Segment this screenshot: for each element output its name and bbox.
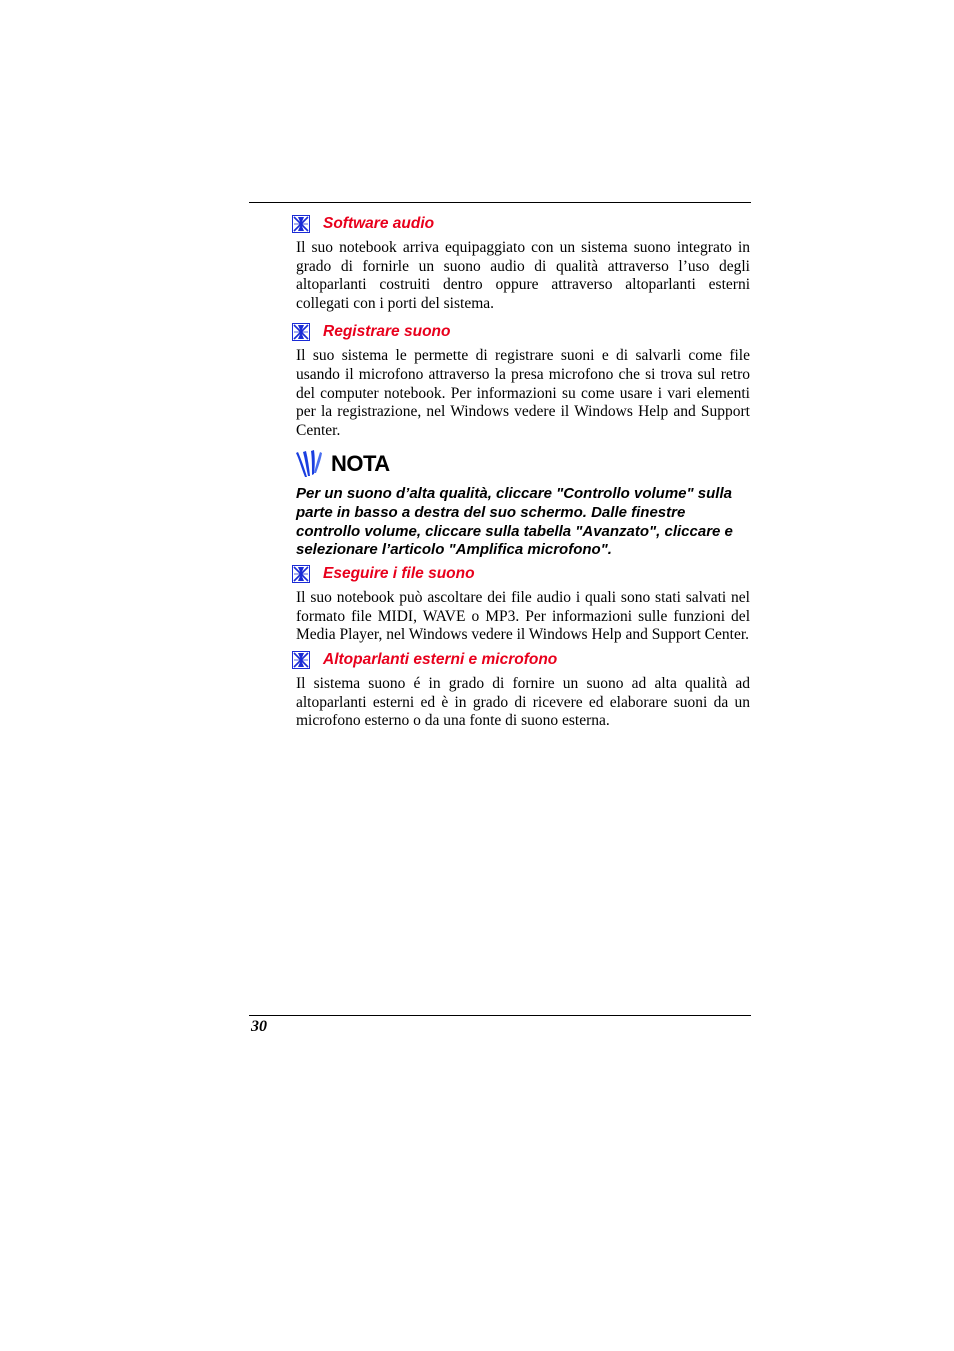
diagonal-cross-bullet-icon [292, 323, 310, 341]
section-heading [292, 320, 750, 344]
section-title: Altoparlanti esterni e microfono [323, 650, 558, 668]
section-body: Il suo sistema le permette di registrare suoni e di salvarli come file usando il microfono attraverso la presa microfono che si trova sul retro del computer notebook. Per informazioni su come usare i vari elementi per la registrazione, nel Windows vedere il Windows Help and Support Center. [296, 347, 750, 439]
section-registrare-suono [292, 320, 750, 440]
note-box [292, 448, 750, 560]
section-body: Il sistema suono é in grado di fornire un suono ad alta qualità ad altoparlanti esterni ed è in grado di ricevere ed elaborare suoni da un microfono esterno o da una fonte di suono esterna. [296, 674, 750, 730]
note-header [292, 448, 750, 480]
section-software-audio [292, 212, 750, 313]
note-feather-icon [293, 449, 323, 479]
section-heading [292, 648, 750, 672]
page-content [292, 212, 750, 731]
diagonal-cross-bullet-icon [292, 565, 310, 583]
section-altoparlanti-esterni [292, 648, 750, 731]
page-number: 30 [251, 1018, 267, 1035]
section-title: Software audio [323, 215, 435, 232]
note-label: NOTA [331, 451, 390, 477]
diagonal-cross-bullet-icon [292, 215, 310, 233]
section-title: Eseguire i file suono [323, 565, 475, 583]
section-heading [292, 212, 750, 236]
section-body: Il suo notebook può ascoltare dei file audio i quali sono stati salvati nel formato file MIDI, WAVE o MP3. Per informazioni sulle funzioni del Media Player, nel Windows vedere il Windows Help and Support Center. [296, 589, 750, 644]
footer-rule [249, 1015, 751, 1016]
section-heading [292, 562, 750, 586]
section-body: Il suo notebook arriva equipaggiato con un sistema suono integrato in grado di fornirle un suono audio di qualità attraverso l’uso degli altoparlanti costruiti dentro oppure attraverso altoparlanti esterni collegati con i porti del sistema. [296, 239, 750, 312]
diagonal-cross-bullet-icon [292, 651, 310, 669]
note-text: Per un suono d’alta qualità, cliccare "Controllo volume" sulla parte in basso a destra del suo schermo. Dalle finestre controllo volume, cliccare sulla tabella "Avanzato", cliccare e selezionare l’articolo "Amplifica microfono". [296, 485, 733, 559]
header-rule [249, 202, 751, 203]
section-eseguire-file-suono [292, 562, 750, 645]
section-title: Registrare suono [323, 323, 451, 341]
